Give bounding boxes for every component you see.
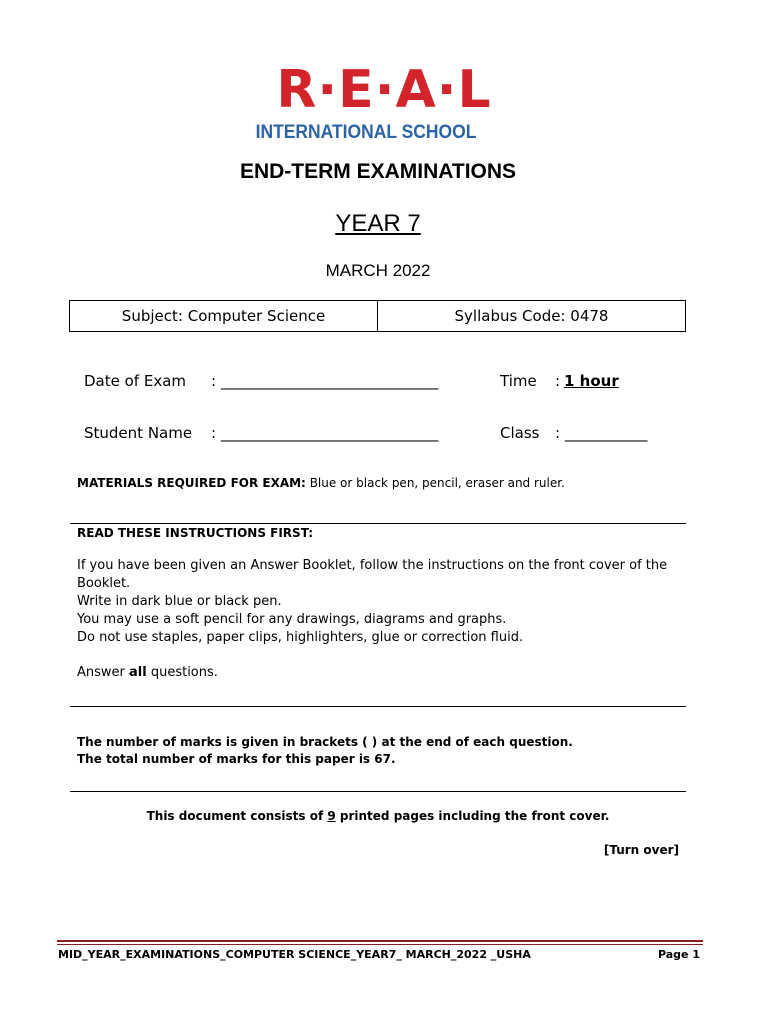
time-label: Time [500,372,537,390]
syllabus-label: Syllabus Code: [454,307,566,325]
syllabus-cell [377,301,685,331]
subject-cell [70,301,377,331]
class-label: Class [500,424,540,442]
footer-document-id: MID_YEAR_EXAMINATIONS_COMPUTER SCIENCE_YEAR7_ MARCH_2022 _USHA [58,948,531,961]
answer-post: questions. [146,665,218,680]
subject-label: Subject: [121,307,183,325]
materials-text: Blue or black pen, pencil, eraser and ruler. [309,476,565,490]
document-pages-note [0,809,756,823]
turn-over-note: [Turn over] [603,843,679,857]
class-field[interactable]: : ___________ [555,424,648,442]
marks-info [77,734,573,768]
student-name-label: Student Name [84,424,193,442]
time-colon: : [555,372,561,390]
divider [70,791,686,792]
marks-line: The number of marks is given in brackets ( ) at the end of each question. [77,735,573,749]
answer-bold: all [129,665,147,680]
pages-count: 9 [327,809,336,823]
footer-rule [57,944,703,945]
footer-rule [57,940,703,942]
answer-pre: Answer [77,665,130,680]
exam-month: MARCH 2022 [325,261,431,280]
exam-year: YEAR 7 [335,210,421,237]
divider [70,706,686,707]
student-name-field[interactable]: : _____________________________ [211,424,439,442]
materials-label: MATERIALS REQUIRED FOR EXAM: [77,476,306,490]
instruction-line: Write in dark blue or black pen. [77,594,282,609]
instruction-line: Do not use staples, paper clips, highlighters, glue or correction fluid. [77,630,524,645]
instruction-line: If you have been given an Answer Booklet, follow the instructions on the front cover of the [77,558,668,573]
instructions-heading: READ THESE INSTRUCTIONS FIRST: [77,526,314,540]
syllabus-value: 0478 [570,307,609,325]
date-field[interactable]: : _____________________________ [211,372,439,390]
pages-post: printed pages including the front cover. [335,809,610,823]
time-value: 1 hour [564,372,619,390]
page-number: Page 1 [657,948,700,961]
school-logo-subtitle: INTERNATIONAL SCHOOL [255,122,477,143]
exam-title: END-TERM EXAMINATIONS [239,160,517,183]
materials-line [77,476,565,490]
instruction-answer-line [77,664,697,682]
instruction-line: You may use a soft pencil for any drawings, diagrams and graphs. [77,612,507,627]
pages-pre: This document consists of [146,809,328,823]
date-label: Date of Exam [84,372,187,390]
subject-value: Computer Science [187,307,326,325]
instructions-body [77,557,697,682]
marks-line: The total number of marks for this paper is 67. [77,752,396,766]
school-logo-wordmark: R·E·A·L [276,60,492,120]
instruction-line: Booklet. [77,576,131,591]
divider [70,523,686,524]
subject-table [69,300,686,332]
